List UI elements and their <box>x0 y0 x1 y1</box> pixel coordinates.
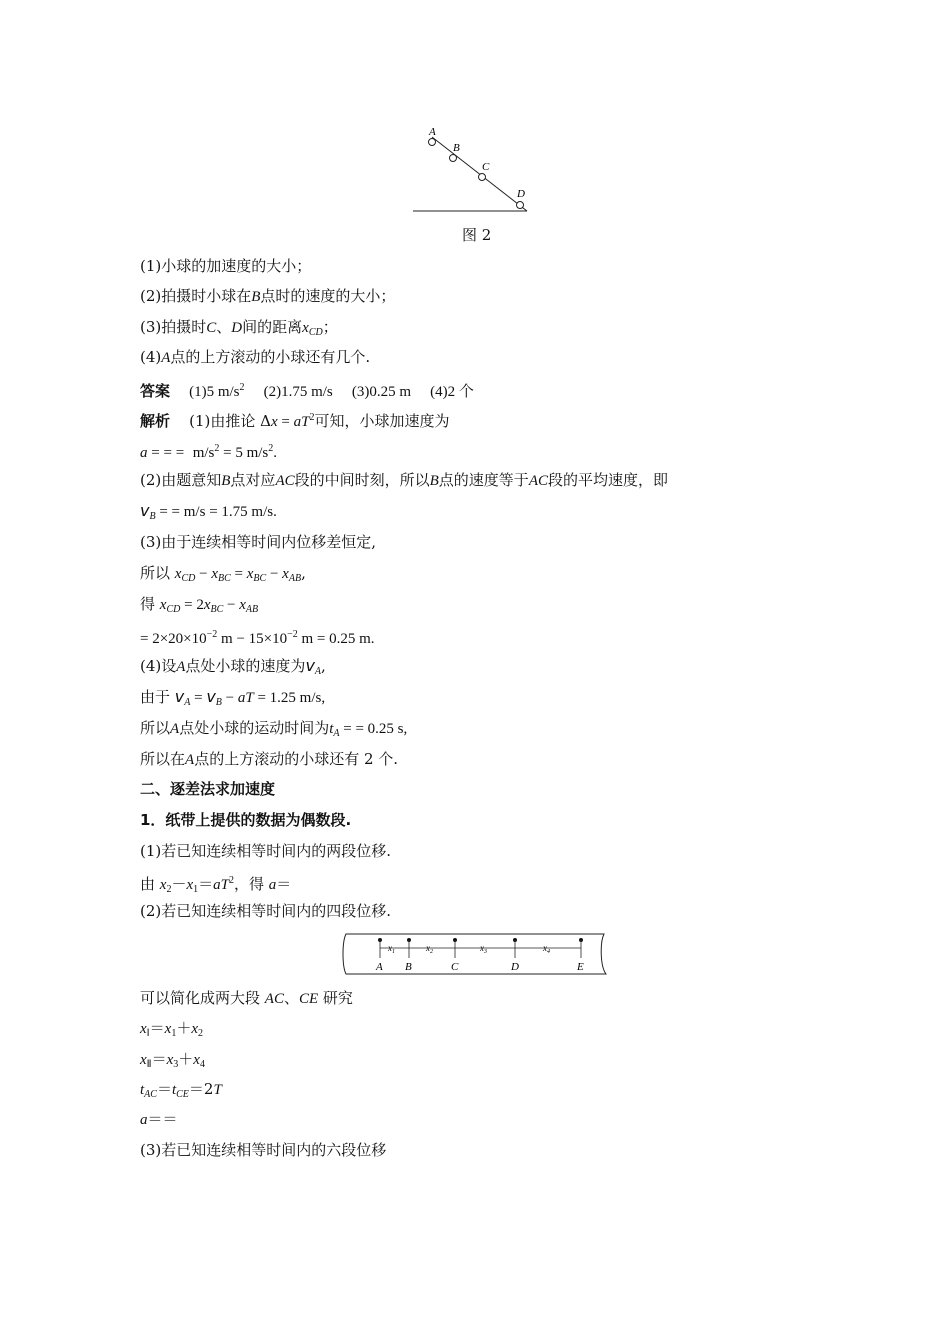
analysis-line-9: (4)设A点处小球的速度为$v_A$, <box>140 656 326 677</box>
ball-a <box>429 139 436 146</box>
analysis-line-7: 得 $x_{CD} = 2x_{BC} - x_{AB}$ <box>140 595 259 615</box>
section-heading: 二、逐差法求加速度 <box>140 780 276 798</box>
ball-b <box>450 155 457 162</box>
section-sub-2: (2)若已知连续相等时间内的四段位移. <box>140 902 392 920</box>
question-4: (4)A点的上方滚动的小球还有几个. <box>140 348 371 366</box>
paper-tape-figure <box>338 930 613 978</box>
analysis-line-5: (3)由于连续相等时间内位移差恒定, <box>140 533 377 551</box>
figure-caption: 图 2 <box>462 226 492 244</box>
analysis-line-10: 由于 $v_A = v_B$ − aT = 1.25 m/s, <box>140 687 326 708</box>
tape-label-c: C <box>451 961 459 973</box>
analysis-line-11: 所以A点处小球的运动时间为$t_A$ = = 0.25 s, <box>140 719 408 739</box>
ball-c <box>479 174 486 181</box>
section-formula-1: 由 $x_2-x_1=aT^2$，得 a＝ <box>140 875 292 895</box>
analysis-line-12: 所以在A点的上方滚动的小球还有 2 个. <box>140 750 399 768</box>
analysis-line-8: = $2\times 20\times 10^{-2}$ $m - 15\times 10^{-2}$ m = 0.25 m. <box>140 629 375 647</box>
formula-x2: $x_Ⅱ=x_3+x_4$ <box>140 1050 205 1070</box>
analysis-line-4: $v_B$ = = m/s = 1.75 m/s. <box>140 501 277 522</box>
label-a: A <box>429 126 436 138</box>
label-b: B <box>453 142 460 154</box>
question-3: (3)拍摄时C、D间的距离$x_{CD}$； <box>140 318 338 338</box>
analysis-line-1: 解析 (1)由推论 $\Delta x = aT^2$可知，小球加速度为 <box>140 412 450 430</box>
answer-line: 答案 (1)5 $m/s^2$ (2)1.75 m/s (3)0.25 m (4)2 个 <box>140 382 474 400</box>
section-item-1: 1．纸带上提供的数据为偶数段. <box>140 811 352 829</box>
section-sub-3: (3)若已知连续相等时间内的六段位移 <box>140 1141 387 1159</box>
tape-label-e: E <box>577 961 584 973</box>
tape-seg-3: $x_3$ <box>480 943 487 955</box>
question-1: (1)小球的加速度的大小； <box>140 257 312 275</box>
analysis-line-6: 所以 $x_{CD} - x_{BC} = x_{BC} - x_{AB}$, <box>140 564 306 584</box>
figure-2-incline <box>405 118 545 218</box>
question-2: (2)拍摄时小球在B点时的速度的大小； <box>140 287 396 305</box>
label-c: C <box>482 161 490 173</box>
tape-seg-1: $x_1$ <box>388 943 395 955</box>
tape-label-d: D <box>511 961 519 973</box>
tape-seg-2: $x_2$ <box>426 943 433 955</box>
formula-time: $t_{AC}=t_{CE}=2T$ <box>140 1080 222 1100</box>
formula-a: a＝＝ <box>140 1110 178 1128</box>
section-simplify: 可以简化成两大段 AC、CE 研究 <box>140 989 353 1007</box>
analysis-line-2: a = = = $m/s^2 = 5$ $m/s^2$. <box>140 443 278 461</box>
section-sub-1: (1)若已知连续相等时间内的两段位移. <box>140 842 392 860</box>
ball-d <box>517 202 524 209</box>
formula-x1: $x_Ⅰ=x_1+x_2$ <box>140 1019 203 1039</box>
analysis-line-3: (2)由题意知B点对应AC段的中间时刻，所以B点的速度等于AC段的平均速度，即 <box>140 471 668 489</box>
tape-label-b: B <box>405 961 412 973</box>
tape-label-a: A <box>376 961 383 973</box>
label-d: D <box>517 188 525 200</box>
tape-seg-4: $x_4$ <box>543 943 550 955</box>
